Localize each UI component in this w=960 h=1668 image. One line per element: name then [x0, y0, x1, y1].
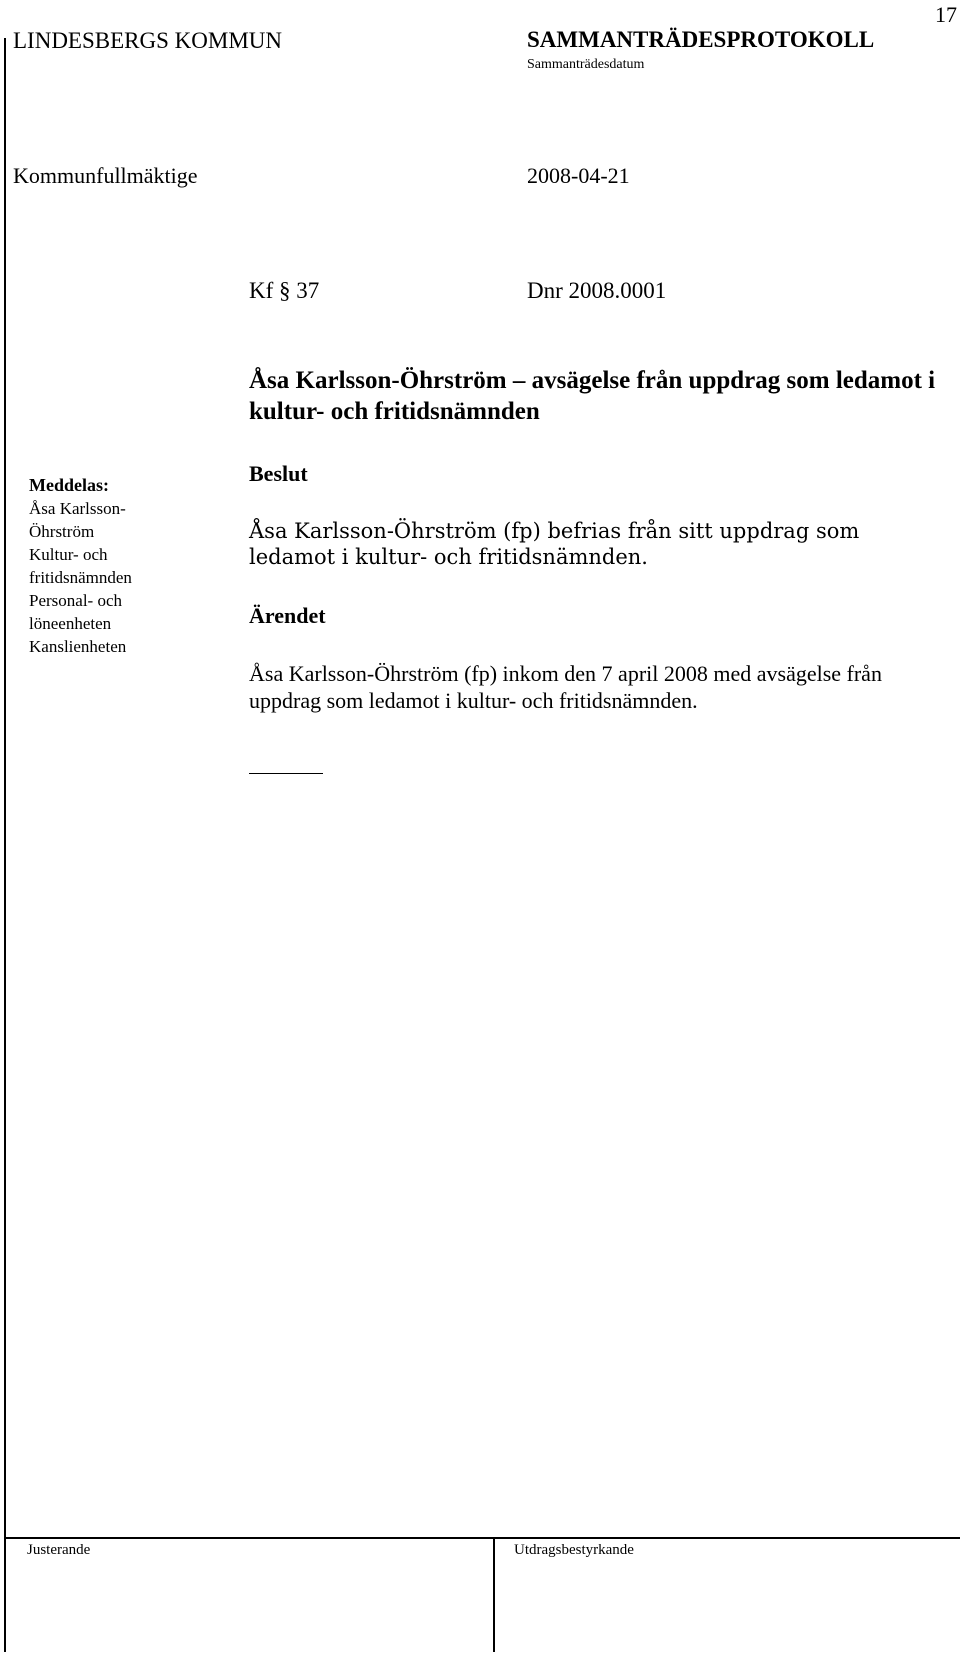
matter-text: Åsa Karlsson-Öhrström (fp) inkom den 7 april 2008 med avsägelse från uppdrag som ledamot i kultur- och fritidsnämnden. [249, 661, 882, 713]
notify-label: Meddelas: [29, 475, 109, 495]
footer-right-label: Utdragsbestyrkande [514, 1542, 634, 1558]
document-type: SAMMANTRÄDESPROTOKOLL [527, 27, 875, 52]
page-title: Åsa Karlsson-Öhrström – avsägelse från uppdrag som ledamot i kultur- och fritidsnämnden [249, 367, 936, 425]
page-number: 17 [935, 2, 957, 27]
notify-item: fritidsnämnden [29, 568, 132, 587]
notify-item: Öhrström [29, 522, 95, 541]
section-end-rule [249, 773, 323, 774]
matter-heading: Ärendet [249, 603, 326, 628]
notify-item: Åsa Karlsson- [29, 499, 126, 518]
organization-name: LINDESBERGS KOMMUN [13, 28, 282, 53]
left-margin-rule [4, 38, 6, 1652]
notify-item: Kanslienheten [29, 637, 127, 656]
notify-list [29, 474, 229, 658]
section-reference: Kf § 37 [249, 278, 320, 303]
decision-heading: Beslut [249, 461, 308, 486]
footer-rule [5, 1537, 960, 1539]
assembly-name: Kommunfullmäktige [13, 163, 198, 188]
meeting-date: 2008-04-21 [527, 163, 630, 188]
notify-item: löneenheten [29, 614, 112, 633]
diary-number: Dnr 2008.0001 [527, 278, 667, 303]
footer-left-label: Justerande [27, 1542, 91, 1558]
decision-text: Åsa Karlsson-Öhrström (fp) befrias från sitt uppdrag som ledamot i kultur- och fritidsnämnden. [249, 519, 860, 569]
notify-item: Kultur- och [29, 545, 108, 564]
notify-item: Personal- och [29, 591, 123, 610]
footer-divider [493, 1537, 495, 1652]
date-label: Sammanträdesdatum [527, 57, 645, 72]
